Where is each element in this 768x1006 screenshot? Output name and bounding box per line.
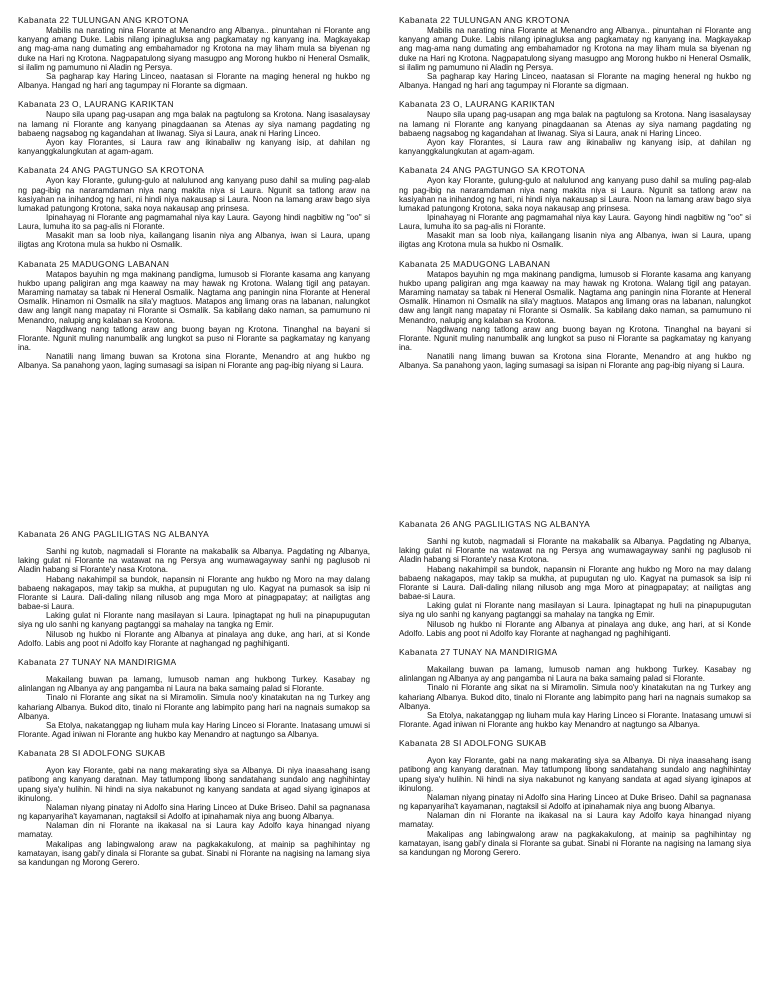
paragraph: Ayon kay Florante, gabi na nang makarating siya sa Albanya. Di niya inaasahang isang patibong ang kanyang daratnan. May tatlumpong libong sandatahang sundalo ang naghihintay upang siya'y hulihin. Ni hindi na siya nakabunot ng kanyang sandata at agad siyang iginapos at ikinulong. xyxy=(399,756,751,793)
paragraph: Nilusob ng hukbo ni Florante ang Albanya at pinalaya ang duke, ang hari, at si Konde Adolfo. Labis ang poot ni Adolfo kay Florante at naghangad ng paghihiganti. xyxy=(18,629,370,648)
paragraph: Laking gulat ni Florante nang masilayan si Laura. Ipinagtapat ng huli na pinapupugutan siya ng ulo sanhi ng kanyang pagtanggi sa mahalay na tangka ng Emir. xyxy=(399,601,751,620)
paragraph: Masakit man sa loob niya, kailangang lisanin niya ang Albanya, iwan si Laura, upang iligtas ang Krotona mula sa hukbo ni Osmalik. xyxy=(399,231,751,250)
chapter-26 xyxy=(18,530,370,648)
paragraph: Makailang buwan pa lamang, lumusob naman ang hukbong Turkey. Kasabay ng alinlangan ng Albanya ay ang pangamba ni Laura na baka samaing palad si Florante. xyxy=(18,675,370,694)
column-bottom-right xyxy=(399,520,751,867)
paragraph: Sanhi ng kutob, nagmadali si Florante na makabalik sa Albanya. Pagdating ng Albanya, laking gulat ni Florante na watawat na ng Persya ang wumawagayway sanhi ng paglusob ni Aladin habang si Florante'y nasa Krotona. xyxy=(399,537,751,565)
chapter-title: Kabanata 28 SI ADOLFONG SUKAB xyxy=(399,738,547,749)
chapter-25 xyxy=(399,260,751,371)
chapter-27 xyxy=(399,648,751,729)
paragraph: Sa pagharap kay Haring Linceo, naatasan si Florante na maging heneral ng hukbo ng Albanya. Hangad ng hari ang tagumpay ni Florante sa digmaan. xyxy=(18,71,370,91)
chapter-28 xyxy=(399,739,751,857)
paragraph: Ayon kay Florante, gulung-gulo at nalulunod ang kanyang puso dahil sa muling pag-alab ng pag-ibig na nararamdaman niya nang makita niya si Laura. Ngunit sa tatlong araw na kasiyahan na inihandog ng hari, ni hindi niya nakausap si Laura. Noon na lamang araw bago siya lumakad patungong Krotona, saka noya nakausap ang prinsesa. xyxy=(399,176,751,213)
paragraph: Nilusob ng hukbo ni Florante ang Albanya at pinalaya ang duke, ang hari, at si Konde Adolfo. Labis ang poot ni Adolfo kay Florante at naghangad ng paghihiganti. xyxy=(399,619,751,638)
paragraph: Nalaman niyang pinatay ni Adolfo sina Haring Linceo at Duke Briseo. Dahil sa pagnanasa ng kapanyariha't kayamanan, nagtaksil si Adolfo at ipinahamak niya ang buong Albanya. xyxy=(399,792,751,812)
column-top-right xyxy=(399,16,751,380)
paragraph: Mabilis na narating nina Florante at Menandro ang Albanya.. pinuntahan ni Florante ang kanyang amang Duke. Labis nilang ipinagluksa ang pagkamatay ng kanyang ina. Magkayakap ang mag-ama nang dumating ang embahamador ng Krotona na may liham mula sa biyenan ng duke na Hari ng Krotona. Nagpapatulong siyang masugpo ang Morong hukbo ni Heneral Osmalik, si ilalim ng pamumuno ni Aladin ng Persya. xyxy=(399,26,751,72)
paragraph: Mabilis na narating nina Florante at Menandro ang Albanya.. pinuntahan ni Florante ang kanyang amang Duke. Labis nilang ipinagluksa ang pagkamatay ng kanyang ina. Magkayakap ang mag-ama nang dumating ang embahamador ng Krotona na may liham mula sa biyenan ng duke na Hari ng Krotona. Nagpapatulong siyang masugpo ang Morong hukbo ni Heneral Osmalik, si ilalim ng pamumuno ni Aladin ng Persya. xyxy=(18,26,370,72)
paragraph: Ayon kay Florante, gulung-gulo at nalulunod ang kanyang puso dahil sa muling pag-alab ng pag-ibig na nararamdaman niya nang makita niya si Laura. Ngunit sa tatlong araw na kasiyahan na inihandog ng hari, ni hindi niya nakausap si Laura. Noon na lamang araw bago siya lumakad patungong Krotona, saka noya nakausap ang prinsesa. xyxy=(18,176,370,213)
paragraph: Laking gulat ni Florante nang masilayan si Laura. Ipinagtapat ng huli na pinapupugutan siya ng ulo sanhi ng kanyang pagtanggi sa mahalay na tangka ng Emir. xyxy=(18,611,370,630)
paragraph: Makalipas ang labingwalong araw na pagkakakulong, at mainip sa paghihintay ng kamatayan, isang gabi'y dinala si Florante sa gubat. Sinabi ni Florante na nagising na lamang siya sa kandungan ng Morong Gerero. xyxy=(18,839,370,867)
paragraph: Naupo sila upang pag-usapan ang mga balak na pagtulong sa Krotona. Nang isasalaysay na lamang ni Florante ang kanyang pinagdaanan sa Atenas ay siya namang pagdating ng babaeng nagsabog ng kagandahan at liwanag. Siya si Laura, anak ni Haring Linceo. xyxy=(399,110,751,138)
chapter-27 xyxy=(18,658,370,739)
paragraph: Nanatili nang limang buwan sa Krotona sina Florante, Menandro at ang hukbo ng Albanya. Sa panahong yaon, laging sumasagi sa isipan ni Florante ang pag-ibig niyang si Laura. xyxy=(18,352,370,371)
paragraph: Habang nakahimpil sa bundok, napansin ni Florante ang hukbo ng Moro na may dalang babaeng nakagapos, may takip sa mukha, at pupugutan ng ulo. Kagyat na pumasok sa isip ni Florante si Laura. Dali-daling nilang nilusob ang mga Moro at pinagpapatay; at nailigtas ang babae-si Laura. xyxy=(18,574,370,612)
chapter-25 xyxy=(18,260,370,371)
chapter-28 xyxy=(18,749,370,867)
chapter-title: Kabanata 25 MADUGONG LABANAN xyxy=(18,258,170,269)
paragraph: Ipinahayag ni Florante ang pagmamahal niya kay Laura. Gayong hindi nagbitiw ng "oo" si Laura, lumuha ito sa pag-alis ni Florante. xyxy=(399,212,751,232)
chapter-title: Kabanata 26 ANG PAGLILIGTAS NG ALBANYA xyxy=(399,519,591,529)
paragraph: Nagdiwang nang tatlong araw ang buong bayan ng Krotona. Tinanghal na bayani si Florante. Ngunit muling nanumbalik ang lungkot sa puso ni Florante sa pagkamatay ng kanyang ina. xyxy=(18,324,370,352)
chapter-title: Kabanata 26 ANG PAGLILIGTAS NG ALBANYA xyxy=(18,529,210,539)
column-top-left xyxy=(18,16,370,380)
chapter-title: Kabanata 27 TUNAY NA MANDIRIGMA xyxy=(399,646,558,657)
chapter-title: Kabanata 22 TULUNGAN ANG KROTONA xyxy=(399,15,570,25)
chapter-24 xyxy=(18,166,370,249)
chapter-26 xyxy=(399,520,751,638)
paragraph: Nalaman niyang pinatay ni Adolfo sina Haring Linceo at Duke Briseo. Dahil sa pagnanasa ng kapanyariha't kayamanan, nagtaksil si Adolfo at ipinahamak niya ang buong Albanya. xyxy=(18,802,370,822)
paragraph: Tinalo ni Florante ang sikat na si Miramolin. Simula noo'y kinatakutan na ng Turkey ang kahariang Albanya. Bukod dito, tinalo ni Florante ang labimpito pang hari na nagnais sumakop sa Albanya. xyxy=(399,683,751,711)
paragraph: Sa Etolya, nakatanggap ng liuham mula kay Haring Linceo si Florante. Inatasang umuwi si Florante. Agad iniwan ni Florante ang hukbo kay Menandro at nagtungo sa Albanya. xyxy=(18,720,370,739)
chapter-title: Kabanata 23 O, LAURANG KARIKTAN xyxy=(18,99,174,110)
paragraph: Tinalo ni Florante ang sikat na si Miramolin. Simula noo'y kinatakutan na ng Turkey ang kahariang Albanya. Bukod dito, tinalo ni Florante ang labimpito pang hari na nagnais sumakop sa Albanya. xyxy=(18,693,370,721)
paragraph: Nanatili nang limang buwan sa Krotona sina Florante, Menandro at ang hukbo ng Albanya. Sa panahong yaon, laging sumasagi sa isipan ni Florante ang pag-ibig niyang si Laura. xyxy=(399,352,751,371)
paragraph: Sanhi ng kutob, nagmadali si Florante na makabalik sa Albanya. Pagdating ng Albanya, laking gulat ni Florante na watawat na ng Persya ang wumawagayway sanhi ng paglusob ni Aladin habang si Florante'y nasa Krotona. xyxy=(18,547,370,575)
chapter-23 xyxy=(399,100,751,156)
chapter-23 xyxy=(18,100,370,156)
paragraph: Sa pagharap kay Haring Linceo, naatasan si Florante na maging heneral ng hukbo ng Albanya. Hangad ng hari ang tagumpay ni Florante sa digmaan. xyxy=(399,71,751,91)
paragraph: Matapos bayuhin ng mga makinang pandigma, lumusob si Florante kasama ang kanyang hukbo upang paligiran ang mga kaaway na may hawak ng Krotona. Walang tigil ang patayan. Maraming namatay sa tabak ni Heneral Osmalik. Nagtama ang paningin nina Florante at Heneral Osmalik. Hinamon ni Osmalik na sila'y magtuos. Matapos ang limang oras na labanan, nalungkot daw ang langit nang mapatay ni Florante si Osmalik. Sa kabilang dako naman, sa pamumuno ni Menandro, nalupig ang kalaban sa Krotona. xyxy=(18,269,370,325)
paragraph: Ayon kay Florante, gabi na nang makarating siya sa Albanya. Di niya inaasahang isang patibong ang kanyang daratnan. May tatlumpong libong sandatahang sundalo ang naghihintay upang siya'y hulihin. Ni hindi na siya nakabunot ng kanyang sandata at agad siyang iginapos at ikinulong. xyxy=(18,766,370,803)
paragraph: Naupo sila upang pag-usapan ang mga balak na pagtulong sa Krotona. Nang isasalaysay na lamang ni Florante ang kanyang pinagdaanan sa Atenas ay siya namang pagdating ng babaeng nagsabog ng kagandahan at liwanag. Siya si Laura, anak ni Haring Linceo. xyxy=(18,110,370,138)
chapter-22 xyxy=(399,16,751,90)
chapter-title: Kabanata 24 ANG PAGTUNGO SA KROTONA xyxy=(399,165,586,176)
chapter-22 xyxy=(18,16,370,90)
paragraph: Ipinahayag ni Florante ang pagmamahal niya kay Laura. Gayong hindi nagbitiw ng "oo" si Laura, lumuha ito sa pag-alis ni Florante. xyxy=(18,212,370,232)
chapter-24 xyxy=(399,166,751,249)
paragraph: Nalaman din ni Florante na ikakasal na si Laura kay Adolfo kaya hinangad niyang mamatay. xyxy=(399,811,751,830)
paragraph: Ayon kay Florantes, si Laura raw ang ikinabaliw ng kanyang isip, at dahilan ng kanyanggkalungkutan at agam-agam. xyxy=(399,137,751,157)
paragraph: Nagdiwang nang tatlong araw ang buong bayan ng Krotona. Tinanghal na bayani si Florante. Ngunit muling nanumbalik ang lungkot sa puso ni Florante sa pagkamatay ng kanyang ina. xyxy=(399,324,751,352)
paragraph: Makalipas ang labingwalong araw na pagkakakulong, at mainip sa paghihintay ng kamatayan, isang gabi'y dinala si Florante sa gubat. Sinabi ni Florante na nagising na lamang siya sa kandungan ng Morong Gerero. xyxy=(399,829,751,857)
chapter-title: Kabanata 22 TULUNGAN ANG KROTONA xyxy=(18,15,189,25)
column-bottom-left xyxy=(18,530,370,877)
chapter-title: Kabanata 25 MADUGONG LABANAN xyxy=(399,258,551,269)
chapter-title: Kabanata 27 TUNAY NA MANDIRIGMA xyxy=(18,656,177,667)
paragraph: Masakit man sa loob niya, kailangang lisanin niya ang Albanya, iwan si Laura, upang iligtas ang Krotona mula sa hukbo ni Osmalik. xyxy=(18,231,370,250)
paragraph: Nalaman din ni Florante na ikakasal na si Laura kay Adolfo kaya hinangad niyang mamatay. xyxy=(18,821,370,840)
paragraph: Habang nakahimpil sa bundok, napansin ni Florante ang hukbo ng Moro na may dalang babaeng nakagapos, may takip sa mukha, at pupugutan ng ulo. Kagyat na pumasok sa isip ni Florante si Laura. Dali-daling nilang nilusob ang mga Moro at pinagpapatay; at nailigtas ang babae-si Laura. xyxy=(399,564,751,602)
paragraph: Sa Etolya, nakatanggap ng liuham mula kay Haring Linceo si Florante. Inatasang umuwi si Florante. Agad iniwan ni Florante ang hukbo kay Menandro at nagtungo sa Albanya. xyxy=(399,710,751,729)
chapter-title: Kabanata 23 O, LAURANG KARIKTAN xyxy=(399,99,555,110)
chapter-title: Kabanata 28 SI ADOLFONG SUKAB xyxy=(18,748,166,759)
paragraph: Matapos bayuhin ng mga makinang pandigma, lumusob si Florante kasama ang kanyang hukbo upang paligiran ang mga kaaway na may hawak ng Krotona. Walang tigil ang patayan. Maraming namatay sa tabak ni Heneral Osmalik. Nagtama ang paningin nina Florante at Heneral Osmalik. Hinamon ni Osmalik na sila'y magtuos. Matapos ang limang oras na labanan, nalungkot daw ang langit nang mapatay ni Florante si Osmalik. Sa kabilang dako naman, sa pamumuno ni Menandro, nalupig ang kalaban sa Krotona. xyxy=(399,269,751,325)
paragraph: Ayon kay Florantes, si Laura raw ang ikinabaliw ng kanyang isip, at dahilan ng kanyanggkalungkutan at agam-agam. xyxy=(18,137,370,157)
chapter-title: Kabanata 24 ANG PAGTUNGO SA KROTONA xyxy=(18,165,205,176)
paragraph: Makailang buwan pa lamang, lumusob naman ang hukbong Turkey. Kasabay ng alinlangan ng Albanya ay ang pangamba ni Laura na baka samaing palad si Florante. xyxy=(399,665,751,684)
